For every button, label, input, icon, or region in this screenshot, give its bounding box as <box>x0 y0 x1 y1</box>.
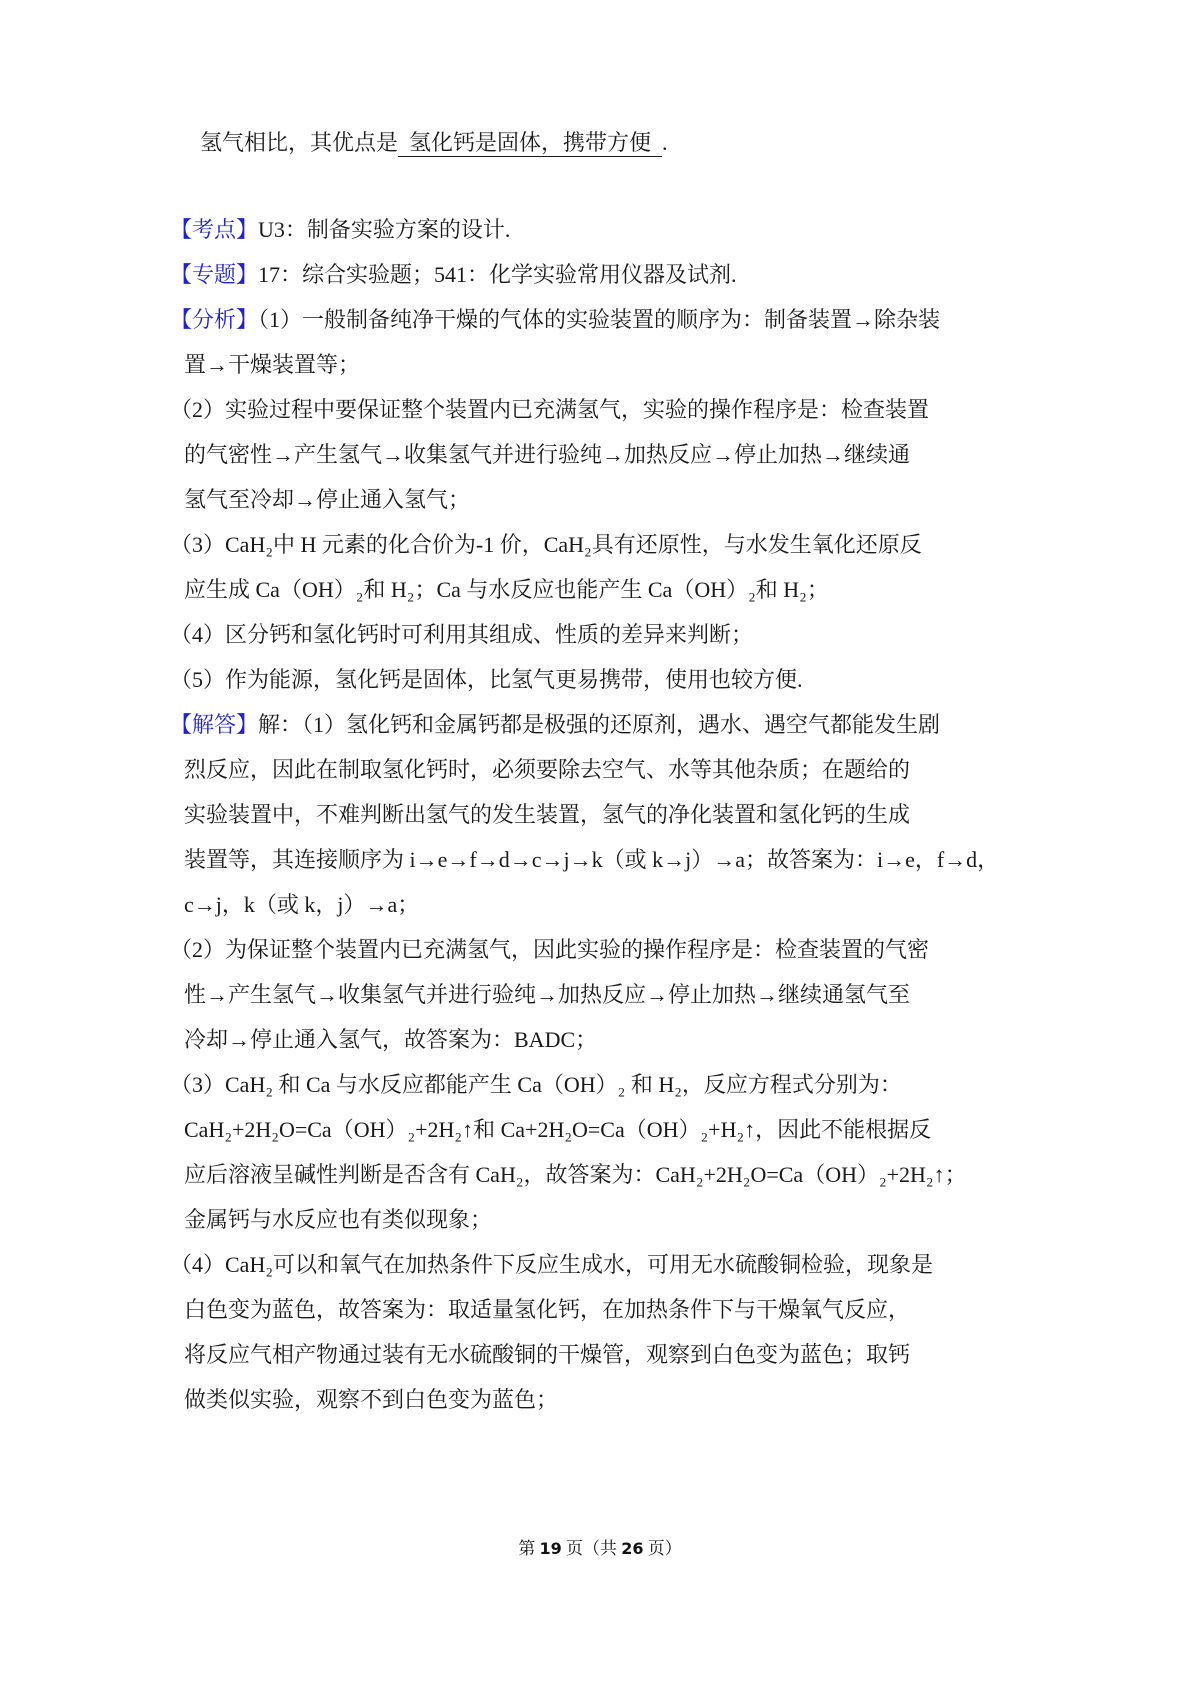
text-line <box>170 1377 1050 1422</box>
text-segment: 做类似实验，观察不到白色变为蓝色； <box>184 1387 559 1412</box>
footer-text-prefix: 第 <box>518 1539 540 1558</box>
text-line <box>170 567 1050 612</box>
document-lines <box>170 120 1050 1422</box>
footer-text-suffix: 页） <box>643 1539 682 1558</box>
text-line <box>170 1152 1050 1197</box>
text-segment: 白色变为蓝色，故答案为：取适量氢化钙，在加热条件下与干燥氧气反应， <box>184 1297 911 1322</box>
text-line <box>170 207 1050 252</box>
text-segment: 冷却→停止通入氢气，故答案为：BADC； <box>184 1027 598 1052</box>
text-segment: （1）一般制备纯净干燥的气体的实验装置的顺序为：制备装置→除杂装 <box>258 307 941 332</box>
text-segment: c→j，k（或 k，j）→a； <box>184 892 420 917</box>
text-segment: （2）为保证整个装置内已充满氢气，因此实验的操作程序是：检查装置的气密 <box>170 937 930 962</box>
text-line <box>170 657 1050 702</box>
text-segment: . <box>662 130 668 155</box>
text-line <box>170 120 1050 165</box>
text-segment: （3）CaH₂ 和 Ca 与水反应都能产生 Ca（OH）₂ 和 H₂，反应方程式分别为： <box>170 1072 902 1097</box>
text-line <box>170 432 1050 477</box>
text-line <box>170 792 1050 837</box>
text-segment: 置→干燥装置等； <box>184 352 361 377</box>
section-label: 【考点】 <box>170 217 259 242</box>
text-segment: 将反应气相产物通过装有无水硫酸铜的干燥管，观察到白色变为蓝色；取钙 <box>184 1342 911 1367</box>
text-segment: 应后溶液呈碱性判断是否含有 CaH₂，故答案为：CaH₂+2H₂O=Ca（OH）₂+2H₂↑； <box>184 1162 967 1187</box>
text-line <box>170 1197 1050 1242</box>
text-line <box>170 702 1050 747</box>
text-line <box>170 252 1050 297</box>
text-segment: 解：（1）氢化钙和金属钙都是极强的还原剂，遇水、遇空气都能发生剧 <box>258 712 941 737</box>
section-label: 【专题】 <box>170 262 259 287</box>
page-footer <box>0 1536 1200 1562</box>
text-line <box>170 387 1050 432</box>
section-label: 【分析】 <box>170 307 259 332</box>
text-line <box>170 612 1050 657</box>
text-line <box>170 1017 1050 1062</box>
text-segment: （5）作为能源，氢化钙是固体，比氢气更易携带，使用也较方便. <box>170 667 803 692</box>
text-segment: U3：制备实验方案的设计. <box>258 217 511 242</box>
text-line <box>170 837 1050 882</box>
text-line <box>170 1062 1050 1107</box>
text-segment: （4）CaH₂可以和氧气在加热条件下反应生成水，可用无水硫酸铜检验，现象是 <box>170 1252 933 1277</box>
text-segment: （3）CaH₂中 H 元素的化合价为-1 价，CaH₂具有还原性，与水发生氧化还原反 <box>170 532 922 557</box>
text-segment: 性→产生氢气→收集氢气并进行验纯→加热反应→停止加热→继续通氢气至 <box>184 982 911 1007</box>
text-line <box>170 927 1050 972</box>
text-line <box>170 882 1050 927</box>
text-segment: 应生成 Ca（OH）₂和 H₂；Ca 与水反应也能产生 Ca（OH）₂和 H₂； <box>184 577 829 602</box>
text-segment: （2）实验过程中要保证整个装置内已充满氢气，实验的操作程序是：检查装置 <box>170 397 930 422</box>
footer-total-pages: 26 <box>621 1539 644 1558</box>
text-line <box>170 1332 1050 1377</box>
text-segment: 装置等，其连接顺序为 i→e→f→d→c→j→k（或 k→j）→a；故答案为：i→e，f→d， <box>184 847 1000 872</box>
footer-page-number: 19 <box>539 1539 562 1558</box>
underlined-answer: 氢化钙是固体，携带方便 <box>398 130 663 155</box>
text-segment: 氢气相比，其优点是 <box>200 130 399 155</box>
text-segment: （4）区分钙和氢化钙时可利用其组成、性质的差异来判断； <box>170 622 754 647</box>
text-line <box>170 1107 1050 1152</box>
text-line <box>170 1242 1050 1287</box>
text-line <box>170 747 1050 792</box>
text-segment: 烈反应，因此在制取氢化钙时，必须要除去空气、水等其他杂质；在题给的 <box>184 757 911 782</box>
text-line <box>170 297 1050 342</box>
footer-text-middle: 页（共 <box>561 1539 622 1558</box>
section-label: 【解答】 <box>170 712 259 737</box>
text-segment: 的气密性→产生氢气→收集氢气并进行验纯→加热反应→停止加热→继续通 <box>184 442 911 467</box>
text-segment: CaH₂+2H₂O=Ca（OH）₂+2H₂↑和 Ca+2H₂O=Ca（OH）₂+H₂↑，因此不能根据反 <box>184 1117 932 1142</box>
text-line <box>170 477 1050 522</box>
text-segment: 氢气至冷却→停止通入氢气； <box>184 487 471 512</box>
text-line <box>170 342 1050 387</box>
text-segment: 实验装置中，不难判断出氢气的发生装置，氢气的净化装置和氢化钙的生成 <box>184 802 911 827</box>
text-line <box>170 1287 1050 1332</box>
text-line <box>170 522 1050 567</box>
text-segment: 17：综合实验题；541：化学实验常用仪器及试剂. <box>258 262 737 287</box>
text-segment: 金属钙与水反应也有类似现象； <box>184 1207 493 1232</box>
text-line <box>170 972 1050 1017</box>
